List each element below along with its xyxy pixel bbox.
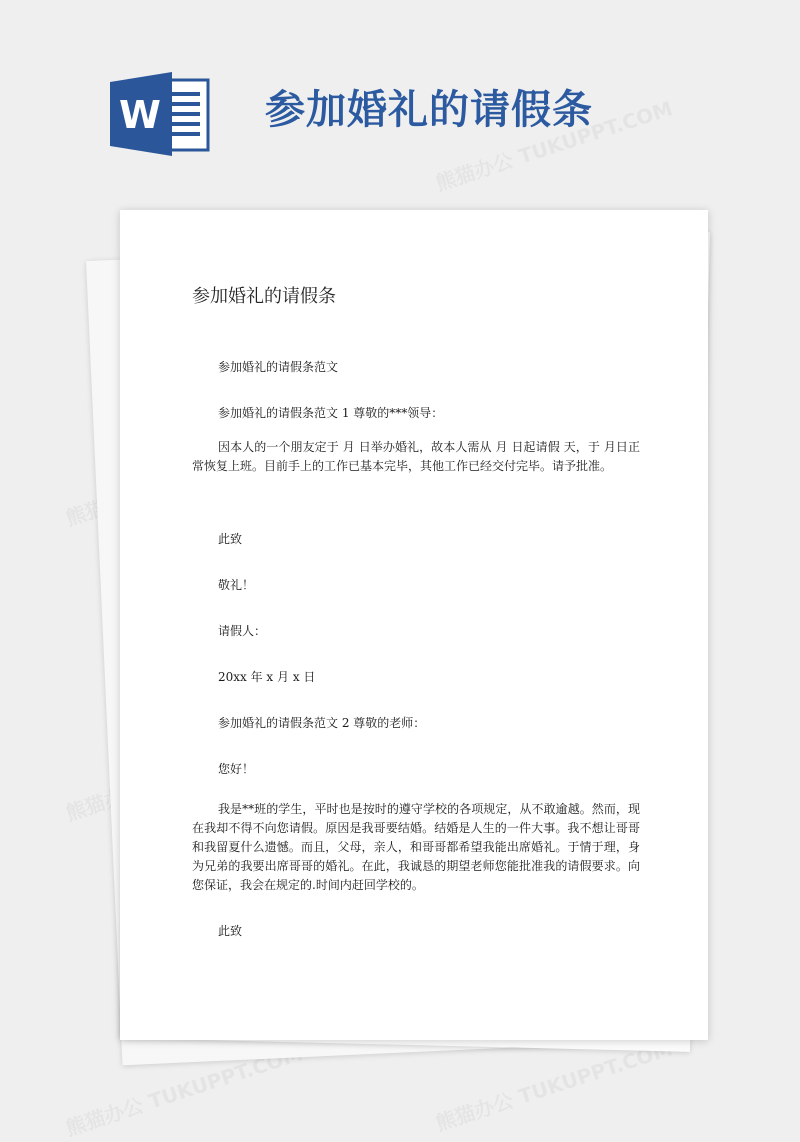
document-line: 参加婚礼的请假条范文 — [218, 360, 339, 374]
document-line: 参加婚礼的请假条范文 1 尊敬的***领导： — [218, 406, 444, 420]
document-line: 参加婚礼的请假条范文 2 尊敬的老师： — [218, 716, 426, 730]
document-title: 参加婚礼的请假条 — [192, 286, 336, 307]
document-page — [120, 210, 708, 1040]
word-logo-letter: W — [119, 93, 161, 137]
document-line: 此致 — [218, 532, 243, 546]
document-paragraph: 我是**班的学生，平时也是按时的遵守学校的各项规定，从不敢逾越。然而，现在我却不得不向您请假。原因是我哥要结婚。结婚是人生的一件大事。我不想让哥哥和我留夏什么遗憾。而且，父母，亲人，和哥哥都希望我能出席婚礼。于情于理，身为兄弟的我要出席哥哥的婚礼。在此，我诚恳的期望老师您能批准我的请假要求。向您保证，我会在规定的.时间内赶回学校的。 — [192, 802, 640, 892]
document-paragraph: 因本人的一个朋友定于 月 日举办婚礼，故本人需从 月 日起请假 天，于 月日正常恢复上班。目前手上的工作已基本完毕，其他工作已经交付完毕。请予批准。 — [192, 440, 640, 473]
document-line: 20xx 年 x 月 x 日 — [218, 670, 316, 684]
document-line: 此致 — [218, 924, 243, 938]
header-title: 参加婚礼的请假条 — [265, 87, 593, 133]
document-line: 请假人： — [218, 624, 267, 638]
document-line: 敬礼！ — [218, 578, 255, 592]
document-line: 您好！ — [218, 762, 255, 776]
page-header — [0, 0, 800, 200]
word-logo-icon — [110, 72, 214, 156]
